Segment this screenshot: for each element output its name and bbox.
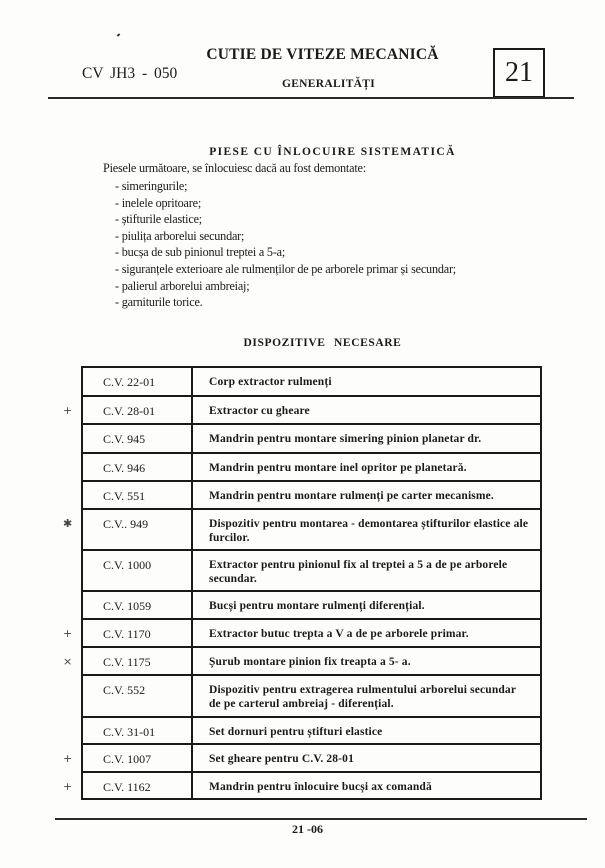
tool-code: C.V. 551 [103, 489, 146, 503]
footer-divider [55, 818, 587, 820]
tool-code: C.V. 1170 [103, 627, 151, 641]
scan-speck [117, 33, 121, 36]
hand-mark: + [63, 780, 73, 793]
page-number: 21 -06 [292, 822, 323, 836]
tool-code: C.V. 945 [103, 432, 146, 446]
table-row [82, 675, 541, 717]
tool-code: C.V. 552 [103, 683, 146, 697]
tool-description: Mandrin pentru montare simering pinion planetar dr. [192, 424, 541, 453]
list-item: - bucșa de sub pinionul treptei a 5-a; [115, 245, 286, 260]
table-row [82, 367, 541, 396]
list-item: - piulița arborelui secundar; [115, 228, 245, 243]
table-row [82, 396, 541, 424]
tool-code: C.V. 1007 [103, 752, 152, 766]
table-row [82, 772, 541, 799]
header-divider [48, 97, 574, 99]
tool-description: Extractor pentru pinionul fix al treptei a 5 a de pe arborele secundar. [192, 550, 541, 591]
hand-mark: + [63, 404, 73, 417]
table-row [82, 591, 541, 619]
replacement-parts-list [115, 178, 456, 311]
tool-code: C.V. 22-01 [103, 375, 156, 389]
list-item: - simeringurile; [115, 179, 188, 193]
table-row [82, 717, 541, 744]
tool-description: Corp extractor rulmenți [192, 367, 541, 396]
gearbox-model: CV JH3 - 050 [82, 65, 178, 82]
table-row [82, 481, 541, 509]
table-row [82, 509, 541, 550]
tools-heading: DISPOZITIVE NECESARE [243, 337, 402, 349]
tool-code: C.V. 946 [103, 461, 146, 475]
table-row [82, 550, 541, 591]
tool-description: Bucși pentru montare rulmenți diferențial. [192, 591, 541, 619]
document-subtitle: GENERALITĂȚI [281, 78, 376, 90]
table-row [82, 619, 541, 647]
tool-description: Dispozitiv pentru montarea - demontarea știfturilor elastice ale furcilor. [192, 509, 541, 550]
systematic-replacement-heading: PIESE CU ÎNLOCUIRE SISTEMATICĂ [209, 146, 456, 158]
tools-table [63, 366, 542, 800]
table-row [82, 424, 541, 453]
hand-mark: ✱ [63, 517, 73, 530]
hand-mark: × [63, 655, 73, 668]
list-item: - inelele opritoare; [115, 195, 202, 210]
tool-code: C.V. 1162 [103, 780, 151, 794]
document-title: CUTIE DE VITEZE MECANICĂ [206, 46, 439, 63]
tool-code: C.V. 31-01 [103, 725, 156, 739]
tool-description: Mandrin pentru montare inel opritor pe planetară. [192, 453, 541, 481]
tool-description: Mandrin pentru montare rulmenți pe carter mecanisme. [192, 481, 541, 509]
tool-description: Extractor cu gheare [192, 396, 541, 424]
tool-code: C.V. 1000 [103, 558, 152, 572]
tool-description: Set dornuri pentru știfturi elastice [192, 717, 541, 744]
tool-description: Mandrin pentru înlocuire bucși ax comandă [192, 772, 541, 799]
tool-code: C.V. 1175 [103, 655, 151, 669]
table-row [82, 744, 541, 772]
chapter-number-box: 21 [493, 48, 545, 98]
table-row [82, 453, 541, 481]
hand-mark: + [63, 752, 73, 765]
hand-mark: + [63, 627, 73, 640]
tool-code: C.V. 1059 [103, 599, 152, 613]
list-item: - garniturile torice. [115, 295, 203, 310]
tool-code: C.V. 28-01 [103, 404, 156, 418]
tool-description: Dispozitiv pentru extragerea rulmentului arborelui secundar de pe carterul ambreiaj - diferențial. [192, 675, 541, 717]
tool-description: Set gheare pentru C.V. 28-01 [192, 744, 541, 772]
table-row [82, 647, 541, 675]
systematic-replacement-intro: Piesele următoare, se înlocuiesc dacă au fost demontate: [103, 161, 366, 175]
list-item: - știfturile elastice; [115, 212, 202, 227]
list-item: - siguranțele exterioare ale rulmenților de pe arborele primar și secundar; [115, 261, 456, 276]
tool-code: C.V.. 949 [103, 517, 149, 531]
list-item: - palierul arborelui ambreiaj; [115, 278, 250, 293]
tool-description: Șurub montare pinion fix treapta a 5- a. [192, 647, 541, 675]
tool-description: Extractor butuc trepta a V a de pe arborele primar. [192, 619, 541, 647]
